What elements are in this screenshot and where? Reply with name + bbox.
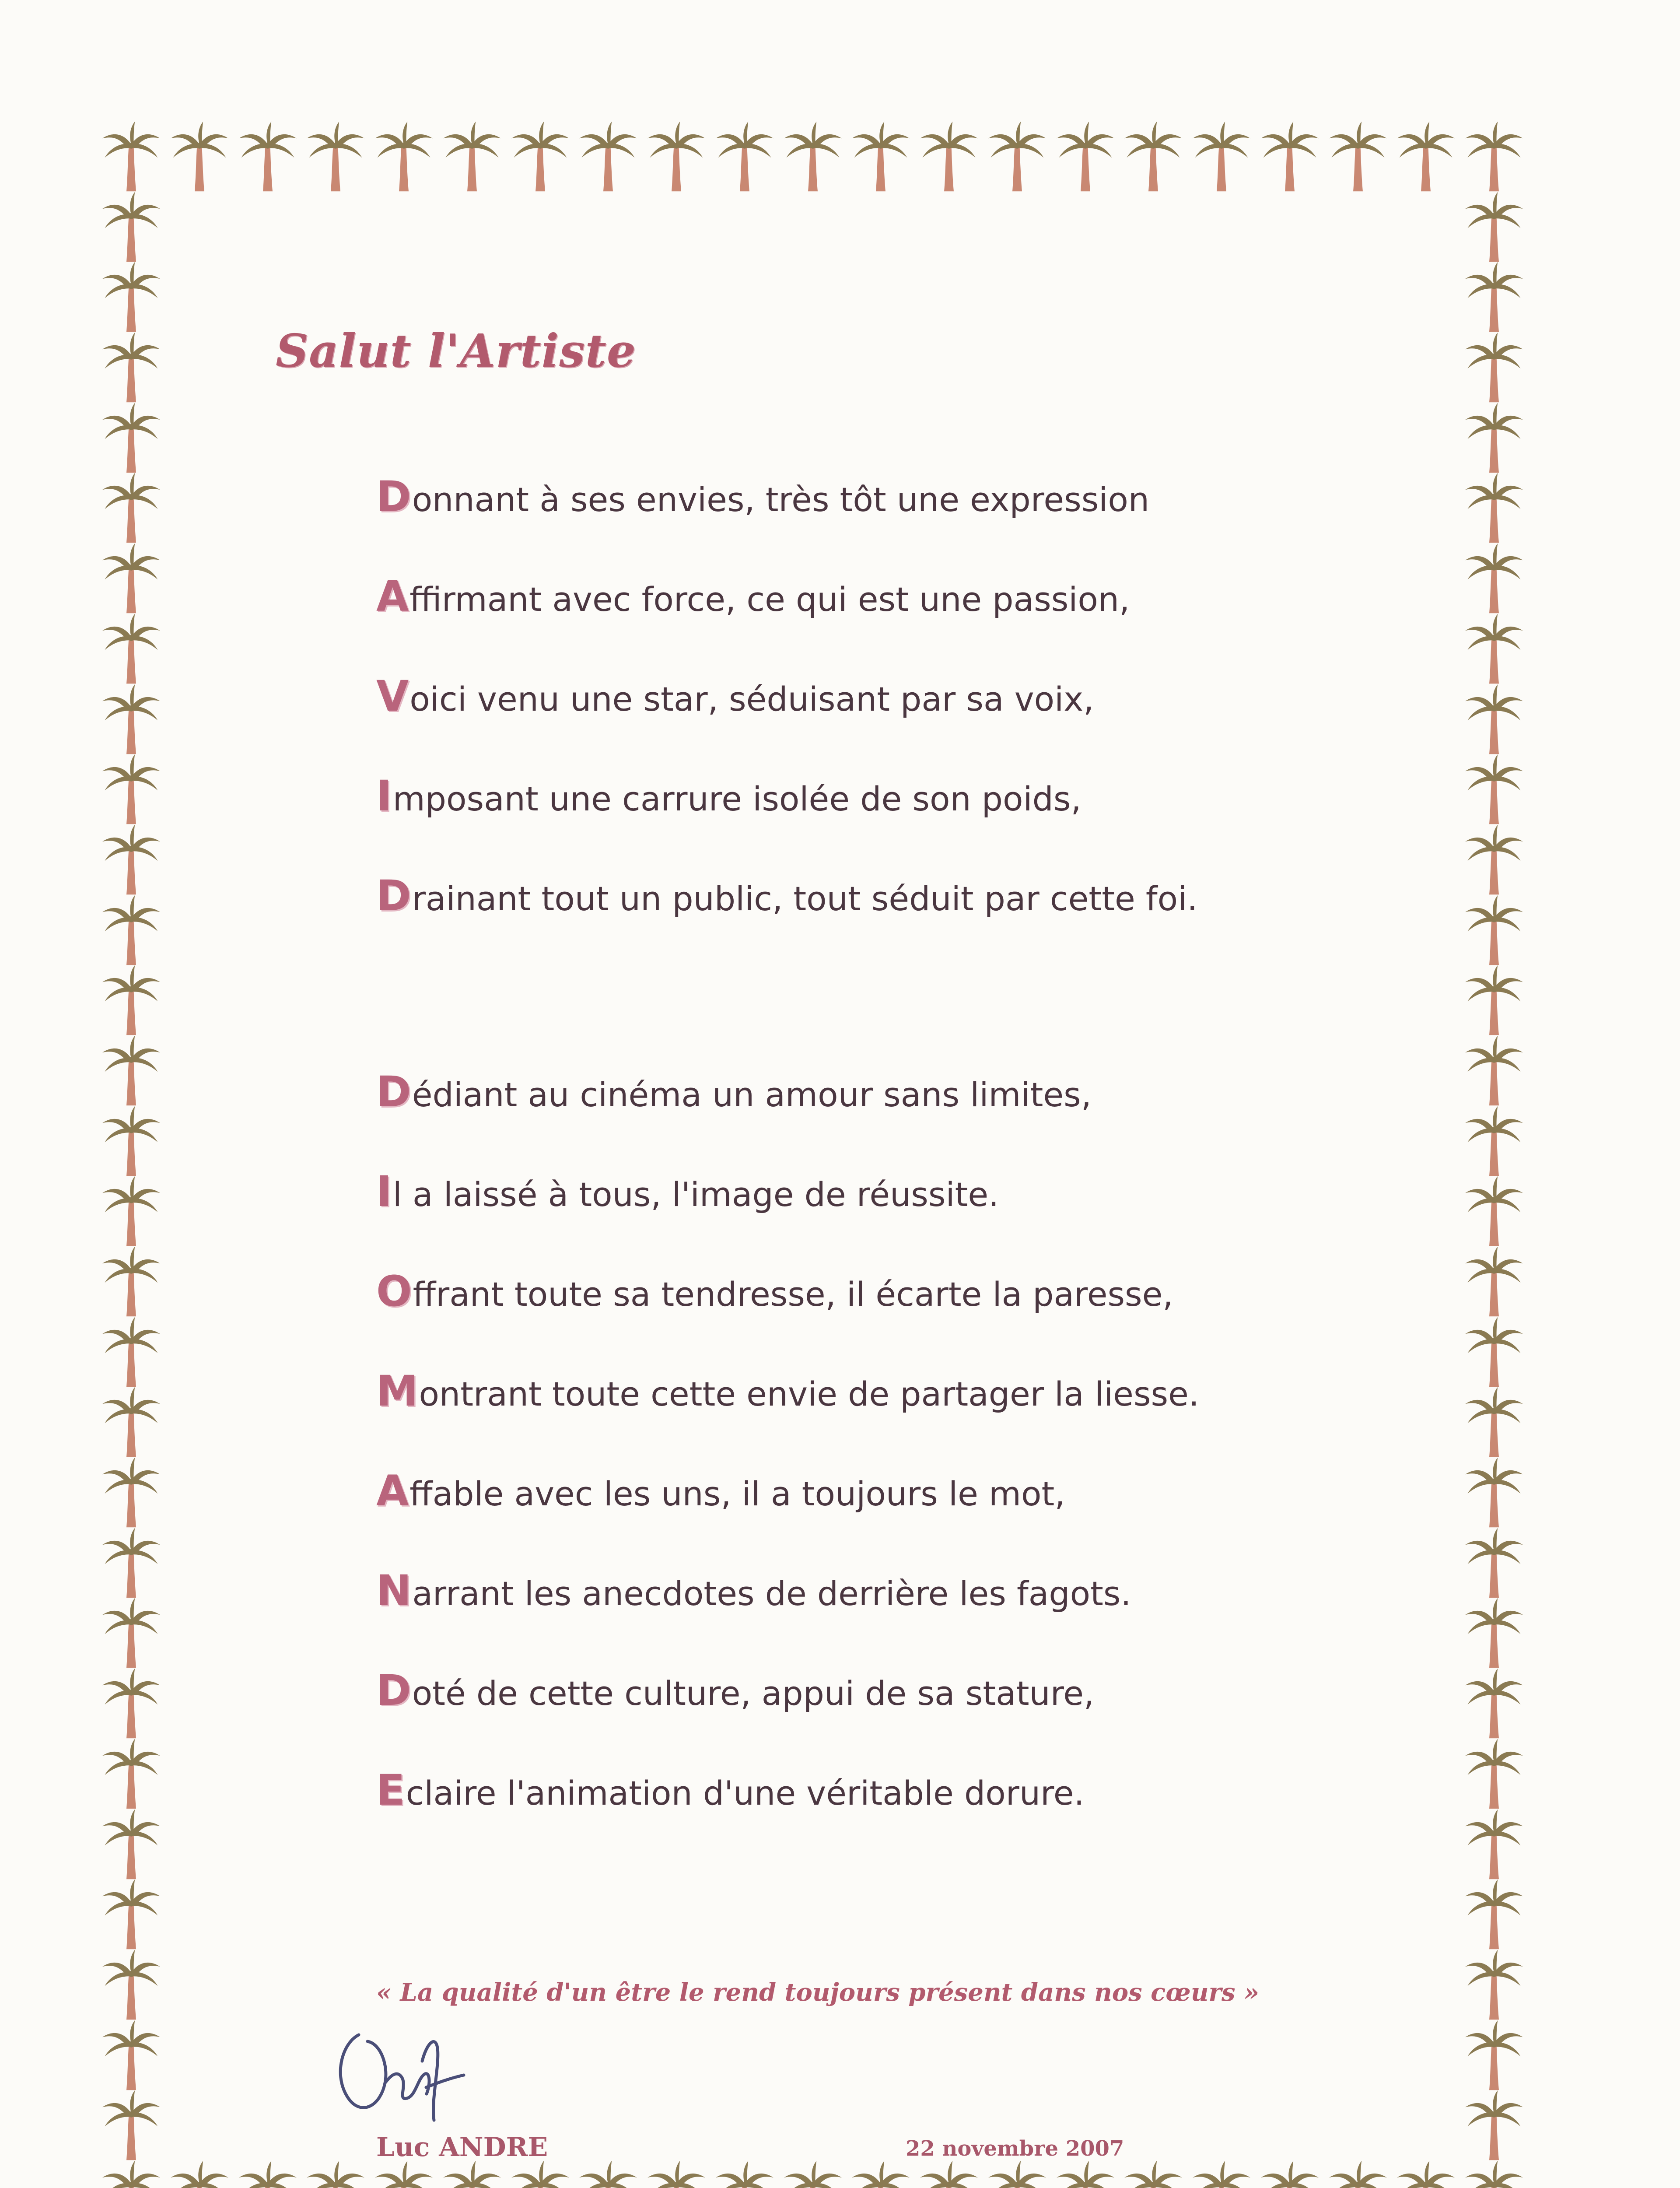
acrostic-initial: N: [376, 1566, 412, 1615]
line-text: édiant au cinéma un amour sans limites,: [412, 1075, 1092, 1114]
handwritten-signature: [332, 2017, 481, 2140]
palm-tree-icon: [1395, 120, 1456, 193]
line-text: onnant à ses envies, très tôt une expression: [412, 480, 1150, 519]
palm-tree-icon: [1463, 2019, 1525, 2091]
palm-tree-icon: [101, 1386, 162, 1458]
palm-tree-icon: [441, 120, 503, 193]
palm-tree-icon: [101, 1597, 162, 1669]
palm-tree-icon: [1191, 2160, 1252, 2188]
acrostic-initial: I: [376, 1167, 392, 1216]
acrostic-initial: M: [376, 1367, 418, 1416]
poem-line: [376, 1757, 1199, 1857]
line-text: l a laissé à tous, l'image de réussite.: [392, 1175, 999, 1214]
palm-tree-icon: [101, 1878, 162, 1950]
acrostic-initial: O: [376, 1267, 412, 1316]
line-text: oté de cette culture, appui de sa stature,: [412, 1674, 1095, 1713]
palm-tree-icon: [1463, 261, 1525, 333]
palm-tree-icon: [441, 2160, 503, 2188]
palm-tree-icon: [1463, 331, 1525, 403]
palm-tree-icon: [101, 683, 162, 755]
palm-tree-icon: [782, 2160, 844, 2188]
line-text: ffrant toute sa tendresse, il écarte la paresse,: [413, 1275, 1173, 1314]
palm-tree-icon: [850, 120, 911, 193]
palm-tree-icon: [510, 2160, 571, 2188]
palm-tree-icon: [1123, 2160, 1184, 2188]
stanza-2: [376, 1059, 1199, 1857]
poem-line: [376, 763, 1197, 863]
poem-line: [376, 1259, 1199, 1358]
palm-tree-icon: [101, 1175, 162, 1247]
palm-tree-icon: [1463, 1667, 1525, 1739]
palm-tree-icon: [1463, 1105, 1525, 1177]
palm-tree-icon: [305, 2160, 366, 2188]
line-text: mposant une carrure isolée de son poids,: [392, 779, 1082, 818]
palm-tree-icon: [510, 120, 571, 193]
palm-tree-icon: [1463, 542, 1525, 614]
palm-tree-icon: [101, 542, 162, 614]
palm-tree-icon: [101, 191, 162, 263]
acrostic-initial: A: [376, 572, 409, 621]
palm-tree-icon: [646, 120, 707, 193]
poem-title: Salut l'Artiste: [276, 324, 636, 378]
palm-tree-icon: [578, 2160, 639, 2188]
palm-tree-icon: [101, 1105, 162, 1177]
palm-tree-icon: [1463, 753, 1525, 825]
palm-tree-icon: [1463, 120, 1525, 193]
palm-tree-icon: [237, 2160, 298, 2188]
palm-tree-icon: [1123, 120, 1184, 193]
palm-tree-icon: [101, 1245, 162, 1318]
acrostic-initial: E: [376, 1766, 405, 1815]
poem-line: [376, 663, 1197, 763]
palm-tree-icon: [101, 1949, 162, 2021]
palm-tree-icon: [1191, 120, 1252, 193]
line-text: arrant les anecdotes de derrière les fagots.: [412, 1574, 1131, 1613]
poem-line: [376, 564, 1197, 663]
acrostic-initial: D: [376, 871, 411, 920]
palm-tree-icon: [1463, 1034, 1525, 1107]
palm-tree-icon: [1463, 2160, 1525, 2188]
palm-tree-icon: [169, 120, 230, 193]
palm-tree-icon: [1463, 1175, 1525, 1247]
palm-tree-icon: [101, 331, 162, 403]
poem-line: [376, 863, 1197, 963]
closing-quote: « La qualité d'un être le rend toujours présent dans nos cœurs »: [376, 1978, 1260, 2007]
palm-tree-icon: [1463, 2089, 1525, 2161]
poem-line: [376, 1059, 1199, 1159]
palm-tree-icon: [101, 1738, 162, 1810]
palm-tree-icon: [101, 2089, 162, 2161]
palm-tree-icon: [1463, 964, 1525, 1036]
palm-tree-icon: [1463, 1597, 1525, 1669]
poem-line: [376, 1458, 1199, 1558]
palm-tree-icon: [101, 1527, 162, 1599]
poem-line: [376, 464, 1197, 564]
palm-tree-icon: [101, 1316, 162, 1388]
palm-tree-icon: [1327, 2160, 1389, 2188]
palm-tree-icon: [1463, 1808, 1525, 1880]
palm-tree-icon: [169, 2160, 230, 2188]
line-text: rainant tout un public, tout séduit par cette foi.: [412, 879, 1198, 918]
palm-tree-icon: [101, 824, 162, 896]
palm-tree-icon: [101, 261, 162, 333]
line-text: oici venu une star, séduisant par sa voix,: [410, 680, 1094, 719]
palm-tree-icon: [1463, 1738, 1525, 1810]
palm-tree-icon: [1463, 402, 1525, 474]
acrostic-initial: I: [376, 771, 392, 820]
poem-line: [376, 1558, 1199, 1658]
palm-tree-icon: [1463, 191, 1525, 263]
palm-tree-icon: [101, 1667, 162, 1739]
palm-tree-icon: [101, 2160, 162, 2188]
palm-tree-icon: [1463, 1456, 1525, 1529]
palm-tree-icon: [1463, 824, 1525, 896]
palm-tree-icon: [1259, 2160, 1320, 2188]
palm-tree-icon: [578, 120, 639, 193]
palm-tree-icon: [1395, 2160, 1456, 2188]
palm-tree-icon: [101, 964, 162, 1036]
palm-tree-icon: [101, 753, 162, 825]
poem-line: [376, 1159, 1199, 1259]
palm-tree-icon: [714, 120, 775, 193]
palm-tree-icon: [1463, 1316, 1525, 1388]
palm-tree-icon: [714, 2160, 775, 2188]
author-name: Luc ANDRE: [376, 2132, 548, 2163]
palm-tree-icon: [1463, 894, 1525, 966]
palm-tree-icon: [1463, 472, 1525, 544]
palm-tree-icon: [373, 120, 434, 193]
document-date: 22 novembre 2007: [906, 2136, 1124, 2161]
palm-tree-icon: [1463, 1527, 1525, 1599]
palm-tree-icon: [987, 120, 1048, 193]
palm-tree-icon: [1463, 1949, 1525, 2021]
line-text: ffable avec les uns, il a toujours le mot,: [410, 1474, 1065, 1513]
palm-tree-icon: [101, 1808, 162, 1880]
line-text: ffirmant avec force, ce qui est une passion,: [410, 580, 1130, 619]
palm-tree-icon: [1463, 1386, 1525, 1458]
palm-tree-icon: [1055, 120, 1116, 193]
palm-tree-icon: [305, 120, 366, 193]
acrostic-initial: D: [376, 1666, 411, 1715]
line-text: ontrant toute cette envie de partager la liesse.: [419, 1375, 1200, 1413]
palm-tree-icon: [373, 2160, 434, 2188]
palm-tree-icon: [1463, 1245, 1525, 1318]
palm-tree-icon: [1463, 613, 1525, 685]
palm-tree-icon: [1463, 1878, 1525, 1950]
palm-tree-icon: [1055, 2160, 1116, 2188]
acrostic-initial: D: [376, 472, 411, 521]
palm-tree-icon: [237, 120, 298, 193]
line-text: claire l'animation d'une véritable dorure.: [406, 1774, 1085, 1813]
palm-tree-icon: [987, 2160, 1048, 2188]
acrostic-initial: D: [376, 1067, 411, 1116]
palm-tree-icon: [101, 613, 162, 685]
palm-tree-icon: [918, 120, 980, 193]
palm-tree-icon: [101, 402, 162, 474]
poem-line: [376, 1358, 1199, 1458]
palm-tree-icon: [101, 1456, 162, 1529]
palm-tree-icon: [101, 1034, 162, 1107]
palm-tree-icon: [782, 120, 844, 193]
palm-tree-icon: [1259, 120, 1320, 193]
palm-tree-icon: [101, 120, 162, 193]
palm-tree-icon: [101, 894, 162, 966]
palm-tree-icon: [101, 472, 162, 544]
palm-tree-icon: [1463, 683, 1525, 755]
acrostic-initial: A: [376, 1466, 409, 1515]
palm-tree-icon: [850, 2160, 911, 2188]
palm-tree-icon: [1327, 120, 1389, 193]
stanza-1: [376, 464, 1197, 963]
poem-line: [376, 1658, 1199, 1757]
palm-tree-icon: [101, 2019, 162, 2091]
palm-tree-icon: [918, 2160, 980, 2188]
acrostic-initial: V: [376, 672, 409, 721]
palm-tree-icon: [646, 2160, 707, 2188]
